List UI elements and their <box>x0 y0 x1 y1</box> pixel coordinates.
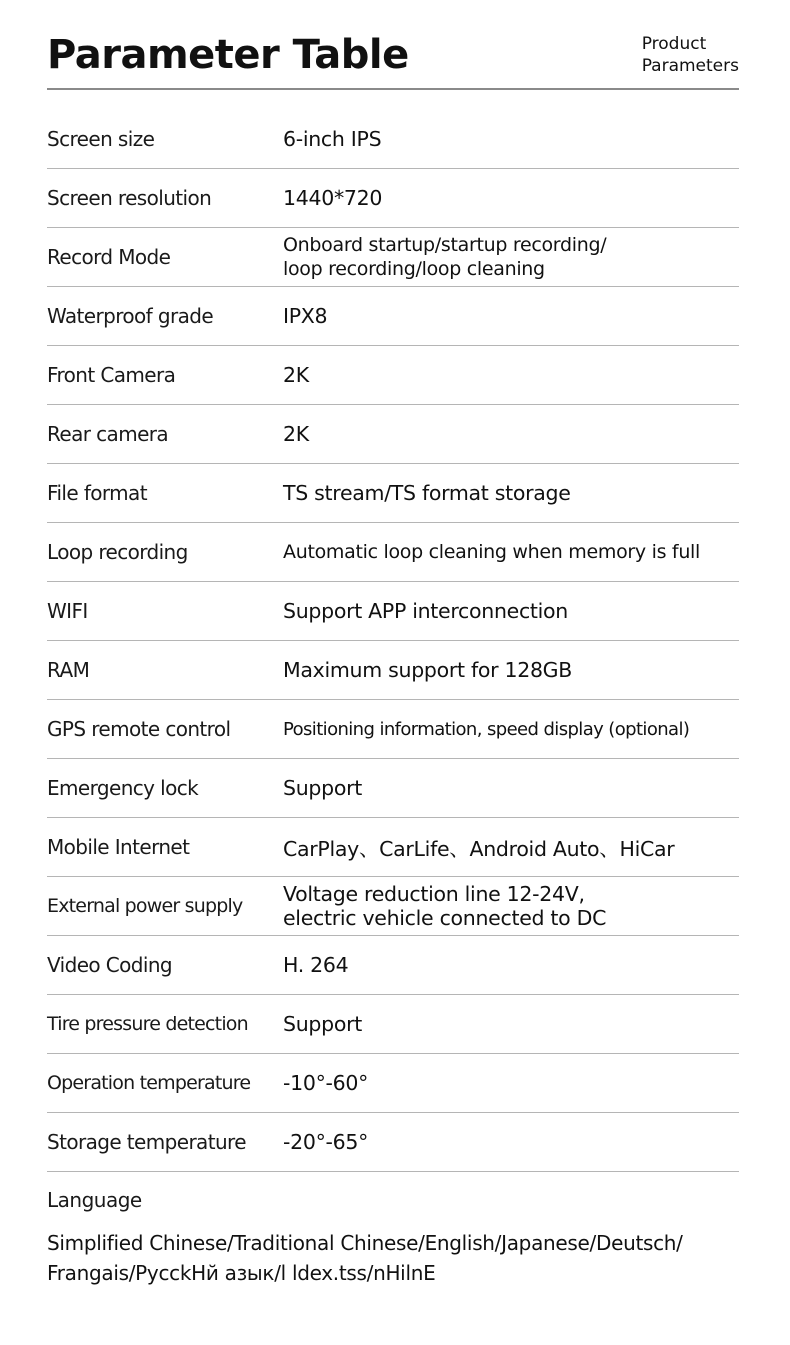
table-row <box>47 759 739 818</box>
param-value: IPX8 <box>283 304 328 328</box>
page-title: Parameter Table <box>47 32 409 78</box>
param-value-line-2: loop recording/loop cleaning <box>283 258 545 280</box>
param-label: Screen resolution <box>47 186 212 210</box>
param-label: WIFI <box>47 599 88 623</box>
param-label: Emergency lock <box>47 776 199 800</box>
param-value: 1440*720 <box>283 186 383 210</box>
param-label: Rear camera <box>47 422 169 446</box>
table-row <box>47 1113 739 1172</box>
param-value: -10°-60° <box>283 1071 369 1095</box>
param-label: Waterproof grade <box>47 304 214 328</box>
subtitle-line-1: Product <box>641 34 707 54</box>
param-label: GPS remote control <box>47 717 231 741</box>
param-value: TS stream/TS format storage <box>283 481 571 505</box>
table-row <box>47 936 739 995</box>
param-label: Tire pressure detection <box>47 1013 248 1035</box>
param-label: File format <box>47 481 147 505</box>
param-label: Front Camera <box>47 363 176 387</box>
param-value: Support <box>283 776 362 800</box>
language-label: Language <box>47 1188 142 1212</box>
table-row <box>47 995 739 1054</box>
param-value-line-1: Onboard startup/startup recording/ <box>283 234 607 256</box>
table-row <box>47 228 739 287</box>
param-label: External power supply <box>47 895 243 917</box>
language-value-line-2: Frangais/PycckHй aзык/l ldex.tss/nHilnE <box>47 1261 436 1285</box>
param-value: Support APP interconnection <box>283 599 568 623</box>
param-label: Storage temperature <box>47 1130 246 1154</box>
param-value: 2K <box>283 422 309 446</box>
param-value: Positioning information, speed display (optional) <box>283 718 690 740</box>
page-header <box>47 0 739 90</box>
table-row <box>47 641 739 700</box>
param-label: Loop recording <box>47 540 188 564</box>
table-row <box>47 1054 739 1113</box>
table-row <box>47 346 739 405</box>
param-value <box>283 877 606 935</box>
param-value: 6-inch IPS <box>283 127 382 151</box>
param-value: 2K <box>283 363 309 387</box>
param-label: Video Coding <box>47 953 173 977</box>
param-label: RAM <box>47 658 90 682</box>
param-value: CarPlay、CarLife、Android Auto、HiCar <box>283 837 675 861</box>
table-row <box>47 405 739 464</box>
table-row <box>47 818 739 877</box>
param-label: Record Mode <box>47 245 171 269</box>
table-row <box>47 169 739 228</box>
header-divider <box>47 88 739 90</box>
param-label: Screen size <box>47 127 155 151</box>
table-row <box>47 523 739 582</box>
param-value: Automatic loop cleaning when memory is full <box>283 541 701 563</box>
param-value-line-1: Voltage reduction line 12-24V, <box>283 882 585 906</box>
table-row <box>47 877 739 936</box>
table-row <box>47 582 739 641</box>
param-value <box>283 228 606 286</box>
language-value <box>47 1228 782 1288</box>
param-value: H. 264 <box>283 953 349 977</box>
param-value: -20°-65° <box>283 1130 369 1154</box>
table-row <box>47 700 739 759</box>
param-label: Mobile Internet <box>47 835 190 859</box>
param-value: Maximum support for 128GB <box>283 658 573 682</box>
page-subtitle <box>642 33 739 77</box>
param-value-line-2: electric vehicle connected to DC <box>283 906 607 930</box>
param-value: Support <box>283 1012 362 1036</box>
table-row <box>47 110 739 169</box>
parameter-table <box>47 110 739 1172</box>
table-row <box>47 287 739 346</box>
subtitle-line-2: Parameters <box>641 56 739 76</box>
language-value-line-1: Simplified Chinese/Traditional Chinese/English/Japanese/Deutsch/ <box>47 1231 683 1255</box>
table-row <box>47 464 739 523</box>
param-label: Operation temperature <box>47 1072 251 1094</box>
